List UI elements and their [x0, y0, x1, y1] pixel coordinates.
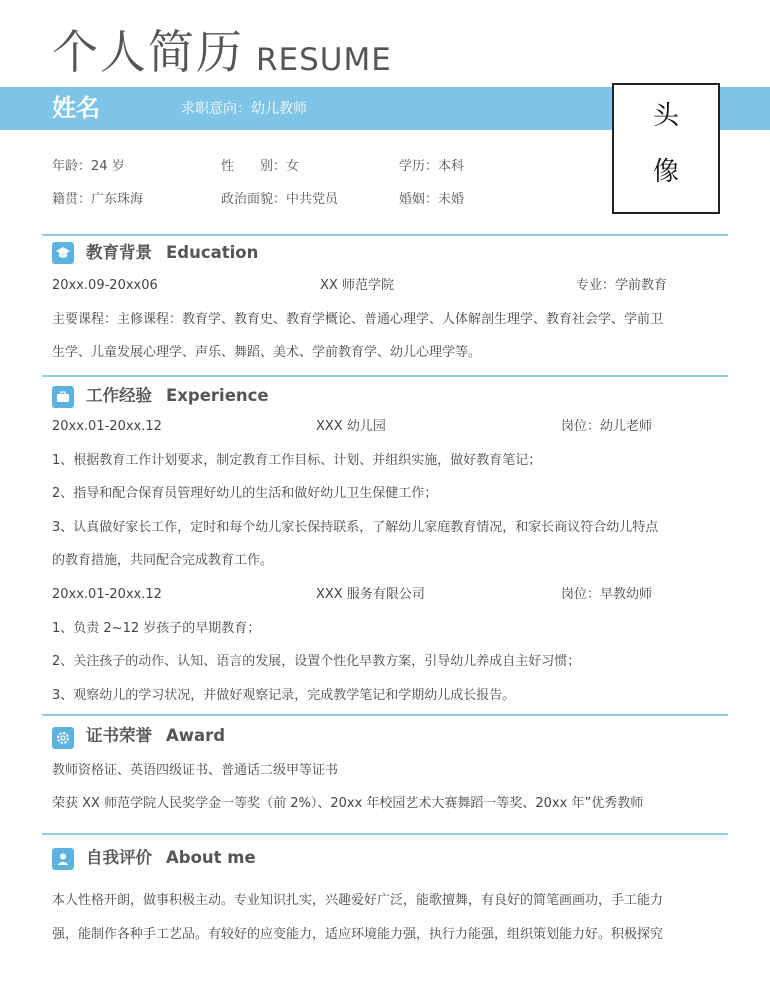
job-duty-line: 的教育措施，共同配合完成教育工作。: [52, 553, 274, 568]
education-period: 20xx.09-20xx06: [52, 278, 158, 293]
about-line: 本人性格开朗，做事积极主动。专业知识扎实，兴趣爱好广泛，能歌擅舞，有良好的简笔画画功，手工能力: [52, 893, 664, 908]
education-major: 专业：学前教育: [576, 278, 668, 293]
section-divider: [42, 833, 728, 835]
job-duty-line: 2、指导和配合保育员管理好幼儿的生活和做好幼儿卫生保健工作；: [52, 486, 438, 501]
job-intention: 求职意向：幼儿教师: [181, 101, 307, 117]
section-divider: [42, 714, 728, 716]
job-role: 岗位：早教幼师: [561, 587, 653, 602]
education-courses-line: 生学、儿童发展心理学、声乐、舞蹈、美术、学前教育学、幼儿心理学等。: [52, 345, 482, 360]
info-education: 学历：本科: [399, 159, 465, 174]
section-title-about: 自我评价 About me: [86, 848, 256, 867]
info-politics: 政治面貌：中共党员: [221, 192, 339, 207]
section-divider: [42, 375, 728, 377]
gear-icon: [52, 727, 74, 749]
award-line: 荣获 XX 师范学院人民奖学金一等奖（前 2%）、20xx 年校园艺术大赛舞蹈一等奖、20xx 年”优秀教师: [52, 796, 644, 811]
job-period: 20xx.01-20xx.12: [52, 419, 162, 434]
job-organization: XXX 幼儿园: [316, 419, 386, 434]
person-icon: [52, 848, 74, 870]
briefcase-icon: [52, 386, 74, 408]
section-title-experience: 工作经验 Experience: [86, 386, 269, 405]
job-duty-line: 1、根据教育工作计划要求，制定教育工作目标、计划、并组织实施，做好教育笔记；: [52, 453, 542, 468]
page-subtitle: RESUME: [256, 42, 392, 78]
education-school: XX 师范学院: [320, 278, 394, 293]
graduation-cap-icon: [52, 242, 74, 264]
applicant-name: 姓名: [52, 94, 100, 122]
about-line: 强，能制作各种手工艺品。有较好的应变能力，适应环境能力强，执行力能强，组织策划能力好。积极探究: [52, 927, 664, 942]
info-age: 年龄：24 岁: [52, 159, 125, 174]
page-title: 个人简历: [52, 25, 244, 79]
section-divider: [42, 234, 728, 236]
photo-label-line1: 头: [652, 101, 679, 131]
photo-label-line2: 像: [652, 157, 679, 187]
info-marriage: 婚姻：未婚: [399, 192, 465, 207]
job-duty-line: 3、观察幼儿的学习状况，并做好观察记录，完成教学笔记和学期幼儿成长报告。: [52, 688, 516, 703]
info-hometown: 籍贯：广东珠海: [52, 192, 144, 207]
job-duty-line: 2、关注孩子的动作、认知、语言的发展，设置个性化早教方案，引导幼儿养成自主好习惯；: [52, 654, 581, 669]
job-role: 岗位：幼儿老师: [561, 419, 653, 434]
job-duty-line: 1、负责 2~12 岁孩子的早期教育；: [52, 621, 261, 636]
section-title-award: 证书荣誉 Award: [86, 726, 226, 745]
education-courses-line: 主要课程：主修课程：教育学、教育史、教育学概论、普通心理学、人体解剖生理学、教育社会学、学前卫: [52, 312, 664, 327]
info-gender: 性 别：女: [221, 159, 300, 174]
photo-placeholder: [612, 83, 720, 214]
job-period: 20xx.01-20xx.12: [52, 587, 162, 602]
award-line: 教师资格证、英语四级证书、普通话二级甲等证书: [52, 763, 339, 778]
section-title-education: 教育背景 Education: [86, 243, 259, 262]
job-duty-line: 3、认真做好家长工作，定时和每个幼儿家长保持联系，了解幼儿家庭教育情况，和家长商议符合幼儿特点: [52, 520, 659, 535]
job-organization: XXX 服务有限公司: [316, 587, 425, 602]
